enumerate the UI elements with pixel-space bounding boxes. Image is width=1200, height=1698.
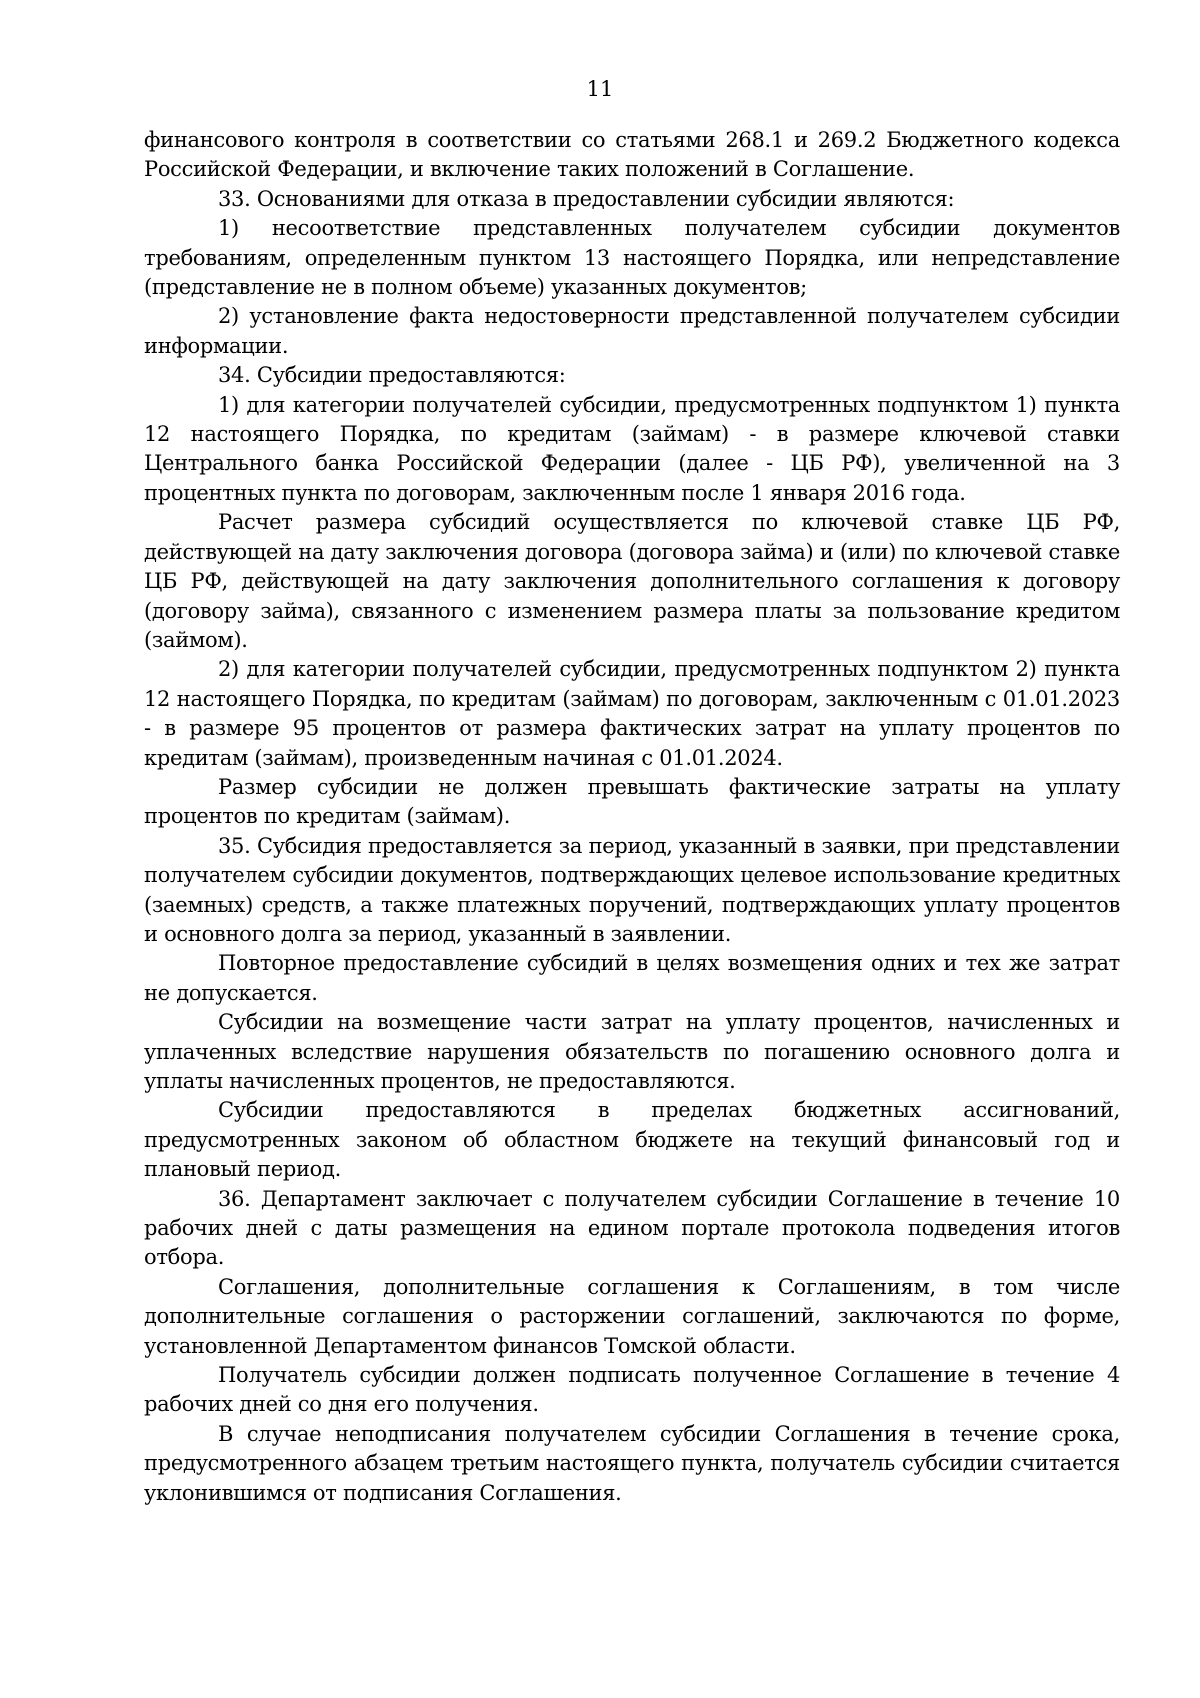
paragraph-1: финансового контроля в соответствии со статьями 268.1 и 269.2 Бюджетного кодекса Российской Федерации, и включение таких положений в Соглашение.: [144, 128, 1120, 182]
paragraph-3: 1) несоответствие представленных получателем субсидии документов требованиям, определенным пунктом 13 настоящего Порядка, или непредставление (представление не в полном объеме) указанных документов;: [144, 216, 1120, 300]
paragraph-10: 35. Субсидия предоставляется за период, указанный в заявки, при представлении получателем субсидии документов, подтверждающих целевое использование кредитных (заемных) средств, а также платежных поручений, подтверждающих уплату процентов и основного долга за период, указанный в заявлении.: [144, 833, 1120, 946]
paragraph-4: 2) установление факта недостоверности представленной получателем субсидии информации.: [144, 304, 1120, 358]
paragraph-14: 36. Департамент заключает с получателем субсидии Соглашение в течение 10 рабочих дней с даты размещения на едином портале протокола подведения итогов отбора.: [144, 1186, 1120, 1270]
paragraph-17: В случае неподписания получателем субсидии Соглашения в течение срока, предусмотренного абзацем третьим настоящего пункта, получатель субсидии считается уклонившимся от подписания Соглашения.: [144, 1421, 1120, 1505]
page-number: 11: [586, 77, 614, 101]
document-body: [144, 126, 1120, 1508]
paragraph-9: Размер субсидии не должен превышать фактические затраты на уплату процентов по кредитам (займам).: [144, 774, 1120, 829]
paragraph-11: Повторное предоставление субсидий в целях возмещения одних и тех же затрат не допускается.: [144, 951, 1120, 1005]
paragraph-13: Субсидии предоставляются в пределах бюджетных ассигнований, предусмотренных законом об областном бюджете на текущий финансовый год и плановый период.: [144, 1098, 1120, 1182]
paragraph-6: 1) для категории получателей субсидии, предусмотренных подпунктом 1) пункта 12 настоящего Порядка, по кредитам (займам) - в размере ключевой ставки Центрального банка Российской Федерации (далее - ЦБ РФ), увеличенной на 3 процентных пункта по договорам, заключенным после 1 января 2016 года.: [144, 392, 1120, 505]
paragraph-5: 34. Субсидии предоставляются:: [218, 363, 566, 388]
paragraph-8: 2) для категории получателей субсидии, предусмотренных подпунктом 2) пункта 12 настоящего Порядка, по кредитам (займам) по договорам, заключенным с 01.01.2023 - в размере 95 процентов от размера фактических затрат на уплату процентов по кредитам (займам), произведенным начиная с 01.01.2024.: [144, 657, 1120, 770]
paragraph-15: Соглашения, дополнительные соглашения к Соглашениям, в том числе дополнительные соглашения о расторжении соглашений, заключаются по форме, установленной Департаментом финансов Томской области.: [144, 1274, 1120, 1358]
paragraph-2: 33. Основаниями для отказа в предоставлении субсидии являются:: [218, 186, 955, 211]
paragraph-7: Расчет размера субсидий осуществляется по ключевой ставке ЦБ РФ, действующей на дату заключения договора (договора займа) и (или) по ключевой ставке ЦБ РФ, действующей на дату заключения дополнительного соглашения к договору (договору займа), связанного с изменением размера платы за пользование кредитом (займом).: [144, 510, 1120, 652]
paragraph-12: Субсидии на возмещение части затрат на уплату процентов, начисленных и уплаченных вследствие нарушения обязательств по погашению основного долга и уплаты начисленных процентов, не предоставляются.: [144, 1010, 1120, 1093]
paragraph-16: Получатель субсидии должен подписать полученное Соглашение в течение 4 рабочих дней со дня его получения.: [144, 1363, 1120, 1417]
